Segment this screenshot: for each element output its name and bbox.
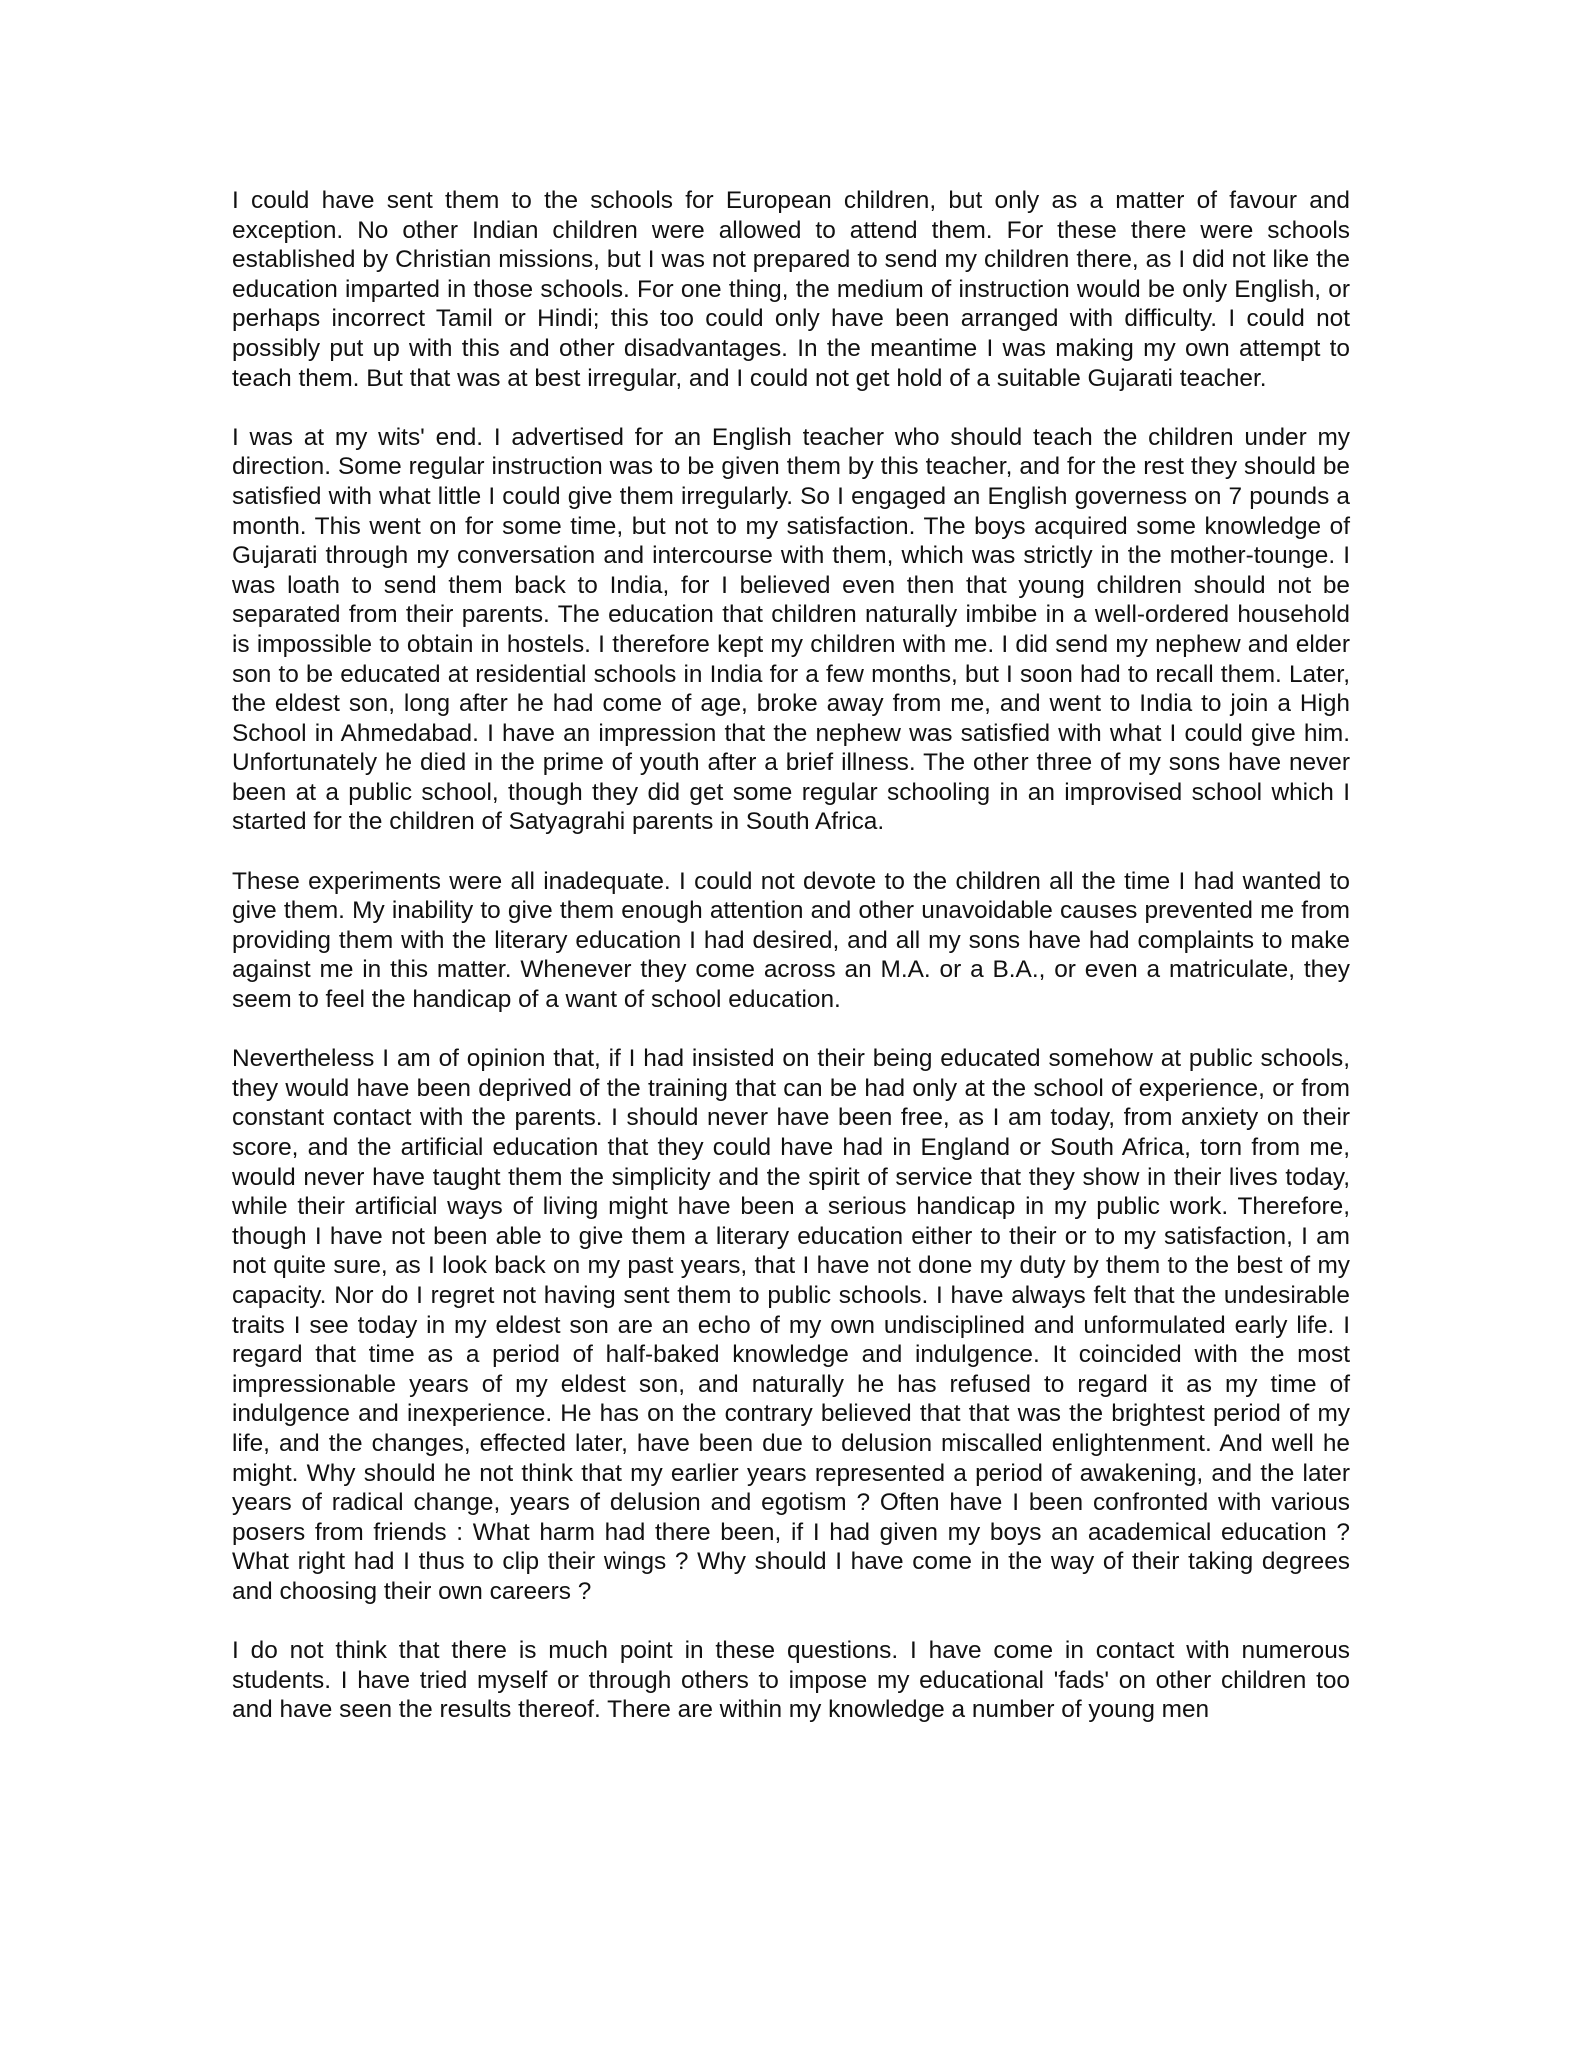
document-page [232,186,1350,1725]
paragraph: I could have sent them to the schools for European children, but only as a matter of favour and exception. No other Indian children were allowed to attend them. For these there were schools established by Christian missions, but I was not prepared to send my children there, as I did not like the education imparted in those schools. For one thing, the medium of instruction would be only English, or perhaps incorrect Tamil or Hindi; this too could only have been arranged with difficulty. I could not possibly put up with this and other disadvantages. In the meantime I was making my own attempt to teach them. But that was at best irregular, and I could not get hold of a suitable Gujarati teacher. [232,187,1350,392]
paragraph: These experiments were all inadequate. I could not devote to the children all the time I had wanted to give them. My inability to give them enough attention and other unavoidable causes prevented me from providing them with the literary education I had desired, and all my sons have had complaints to make against me in this matter. Whenever they come across an M.A. or a B.A., or even a matriculate, they seem to feel the handicap of a want of school education. [232,867,1350,1014]
paragraph: Nevertheless I am of opinion that, if I had insisted on their being educated somehow at public schools, they would have been deprived of the training that can be had only at the school of experience, or from constant contact with the parents. I should never have been free, as I am today, from anxiety on their score, and the artificial education that they could have had in England or South Africa, torn from me, would never have taught them the simplicity and the spirit of service that they show in their lives today, while their artificial ways of living might have been a serious handicap in my public work. Therefore, though I have not been able to give them a literary education either to their or to my satisfaction, I am not quite sure, as I look back on my past years, that I have not done my duty by them to the best of my capacity. Nor do I regret not having sent them to public schools. I have always felt that the undesirable traits I see today in my eldest son are an echo of my own undisciplined and unformulated early life. I regard that time as a period of half-baked knowledge and indulgence. It coincided with the most impressionable years of my eldest son, and naturally he has refused to regard it as my time of indulgence and inexperience. He has on the contrary believed that that was the brightest period of my life, and the changes, effected later, have been due to delusion miscalled enlightenment. And well he might. Why should he not think that my earlier years represented a period of awakening, and the later years of radical change, years of delusion and egotism ? Often have I been confronted with various posers from friends : What harm had there been, if I had given my boys an academical education ? What right had I thus to clip their wings ? Why should I have come in the way of their taking degrees and choosing their own careers ? [232,1045,1350,1605]
paragraph: I do not think that there is much point in these questions. I have come in contact with numerous students. I have tried myself or through others to impose my educational 'fads' on other children too and have seen the results thereof. There are within my knowledge a number of young men [232,1637,1350,1724]
paragraph: I was at my wits' end. I advertised for an English teacher who should teach the children under my direction. Some regular instruction was to be given them by this teacher, and for the rest they should be satisfied with what little I could give them irregularly. So I engaged an English governess on 7 pounds a month. This went on for some time, but not to my satisfaction. The boys acquired some knowledge of Gujarati through my conversation and intercourse with them, which was strictly in the mother-tounge. I was loath to send them back to India, for I believed even then that young children should not be separated from their parents. The education that children naturally imbibe in a well-ordered household is impossible to obtain in hostels. I therefore kept my children with me. I did send my nephew and elder son to be educated at residential schools in India for a few months, but I soon had to recall them. Later, the eldest son, long after he had come of age, broke away from me, and went to India to join a High School in Ahmedabad. I have an impression that the nephew was satisfied with what I could give him. Unfortunately he died in the prime of youth after a brief illness. The other three of my sons have never been at a public school, though they did get some regular schooling in an improvised school which I started for the children of Satyagrahi parents in South Africa. [232,423,1350,836]
